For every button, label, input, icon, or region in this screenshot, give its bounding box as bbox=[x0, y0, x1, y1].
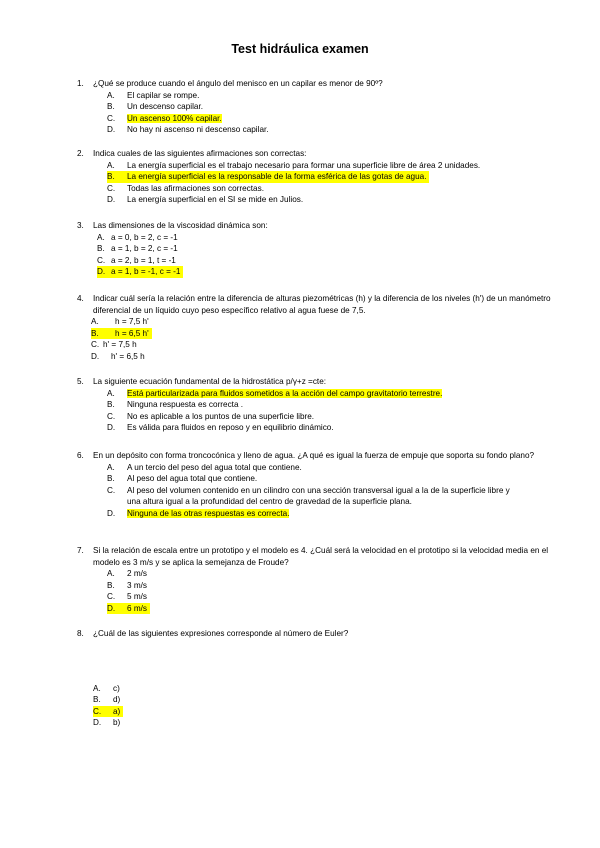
option-text-highlighted: Está particularizada para fluidos sometidos a la acción del campo gravitatorio terrestre. bbox=[127, 388, 443, 398]
option-text: Todas las afirmaciones son correctas. bbox=[127, 183, 264, 193]
option-letter: A. bbox=[107, 160, 115, 170]
question-text: Las dimensiones de la viscosidad dinámica son: bbox=[93, 221, 268, 230]
option-text: 2 m/s bbox=[127, 569, 148, 578]
option-letter: D. bbox=[93, 718, 102, 727]
option-letter: C. bbox=[107, 411, 116, 421]
option-text-highlighted: a) bbox=[113, 706, 121, 716]
option-text-highlighted: a = 1, b = -1, c = -1 bbox=[111, 267, 181, 276]
option-c bbox=[97, 255, 557, 267]
option-d bbox=[107, 508, 557, 520]
option-a bbox=[91, 316, 557, 328]
option-text: a = 0, b = 2, c = -1 bbox=[111, 232, 178, 242]
option-text-highlighted: Ninguna de las otras respuestas es correcta. bbox=[127, 508, 290, 518]
option-highlight bbox=[97, 266, 183, 278]
option-b bbox=[97, 243, 557, 255]
question-number: 5. bbox=[77, 377, 84, 386]
option-letter: C. bbox=[97, 255, 106, 265]
question-number: 1. bbox=[77, 79, 84, 88]
question-text: Indica cuales de las siguientes afirmaciones son correctas: bbox=[93, 149, 307, 158]
option-c bbox=[107, 591, 557, 603]
option-b bbox=[107, 580, 557, 592]
question-number: 2. bbox=[77, 149, 84, 158]
page-title: Test hidráulica examen bbox=[231, 42, 369, 56]
option-letter: C. bbox=[107, 592, 116, 601]
option-text: a = 1, b = 2, c = -1 bbox=[111, 244, 178, 253]
option-letter: B. bbox=[107, 102, 115, 111]
option-a bbox=[107, 90, 557, 102]
option-text: 3 m/s bbox=[127, 580, 148, 590]
option-highlight bbox=[93, 706, 123, 718]
option-c bbox=[107, 411, 557, 423]
option-letter: D. bbox=[107, 125, 116, 134]
option-letter: C. bbox=[107, 485, 116, 495]
option-letter: B. bbox=[107, 172, 115, 181]
option-letter: A. bbox=[91, 317, 99, 326]
option-b bbox=[91, 328, 557, 340]
option-letter: B. bbox=[91, 328, 99, 338]
option-text: Ninguna respuesta es correcta . bbox=[127, 400, 244, 409]
option-letter: A. bbox=[107, 90, 115, 100]
option-text-highlighted: h = 6,5 h' bbox=[115, 328, 149, 338]
question-number: 8. bbox=[77, 629, 84, 638]
question-3 bbox=[77, 220, 557, 278]
option-d bbox=[107, 603, 557, 615]
option-d bbox=[107, 422, 557, 434]
option-text: c) bbox=[113, 683, 120, 693]
option-a bbox=[107, 160, 557, 172]
option-letter: D. bbox=[107, 603, 116, 613]
option-a bbox=[107, 388, 557, 400]
option-letter: C. bbox=[91, 340, 100, 349]
option-letter: A. bbox=[107, 388, 115, 398]
option-b bbox=[107, 171, 557, 183]
question-text: Si la relación de escala entre un prototipo y el modelo es 4. ¿Cuál será la velocidad en el prototipo si la velocidad media en el modelo es 3 m/s y se aplica la semejanza de Froude? bbox=[93, 546, 549, 567]
question-text: ¿Qué se produce cuando el ángulo del menisco en un capilar es menor de 90º? bbox=[93, 79, 383, 88]
option-text: Al peso del agua total que contiene. bbox=[127, 474, 258, 483]
question-1 bbox=[77, 78, 557, 136]
option-b bbox=[107, 399, 557, 411]
option-text: No es aplicable a los puntos de una superficie libre. bbox=[127, 411, 315, 421]
option-text: Al peso del volumen contenido en un cilindro con una sección transversal igual a la de la superficie libre y una altura igual a la profundidad del centro de gravedad de la superficie plana. bbox=[127, 485, 510, 506]
option-a bbox=[107, 568, 557, 580]
option-letter: A. bbox=[107, 462, 115, 472]
option-letter: B. bbox=[97, 244, 105, 253]
option-d bbox=[91, 351, 557, 363]
option-letter: C. bbox=[107, 183, 116, 193]
option-text: h' = 7,5 h bbox=[103, 340, 137, 349]
option-a bbox=[107, 462, 557, 474]
option-text: b) bbox=[113, 718, 121, 727]
option-highlight bbox=[107, 603, 150, 615]
option-text: El capilar se rompe. bbox=[127, 90, 200, 100]
option-b bbox=[93, 694, 557, 706]
option-letter: D. bbox=[107, 423, 116, 432]
option-letter: B. bbox=[93, 695, 101, 704]
option-letter: B. bbox=[107, 474, 115, 483]
option-letter: A. bbox=[107, 569, 115, 578]
option-text-highlighted: La energía superficial es la responsable de la forma esférica de las gotas de agua. bbox=[127, 172, 427, 181]
question-6 bbox=[77, 450, 557, 519]
option-text: h = 7,5 h' bbox=[115, 317, 149, 326]
option-letter: C. bbox=[93, 706, 102, 716]
option-text: La energía superficial es el trabajo necesario para formar una superficie libre de área 2 unidades. bbox=[127, 160, 481, 170]
option-text: Un descenso capilar. bbox=[127, 102, 204, 111]
option-a bbox=[97, 232, 557, 244]
question-2 bbox=[77, 148, 557, 206]
question-4 bbox=[77, 293, 557, 362]
option-text: A un tercio del peso del agua total que contiene. bbox=[127, 462, 302, 472]
question-text: La siguiente ecuación fundamental de la hidrostática p/γ+z =cte: bbox=[93, 377, 327, 386]
question-8 bbox=[77, 628, 557, 729]
option-text: No hay ni ascenso ni descenso capilar. bbox=[127, 125, 269, 134]
option-d bbox=[107, 194, 557, 206]
option-d bbox=[97, 266, 557, 278]
option-text: Es válida para fluidos en reposo y en equilibrio dinámico. bbox=[127, 423, 334, 432]
option-letter: D. bbox=[107, 508, 116, 518]
option-letter: D. bbox=[91, 351, 100, 361]
option-a bbox=[93, 683, 557, 695]
option-highlight bbox=[107, 171, 429, 183]
option-c bbox=[91, 339, 557, 351]
option-b bbox=[107, 101, 557, 113]
option-text: La energía superficial en el SI se mide en Julios. bbox=[127, 195, 304, 204]
option-text: h' = 6,5 h bbox=[111, 351, 145, 361]
question-7 bbox=[77, 545, 557, 614]
option-letter: B. bbox=[107, 400, 115, 409]
option-highlight bbox=[91, 328, 152, 340]
option-b bbox=[107, 473, 557, 485]
question-number: 4. bbox=[77, 294, 84, 303]
option-text: a = 2, b = 1, t = -1 bbox=[111, 255, 176, 265]
option-c bbox=[107, 113, 557, 125]
question-text: ¿Cuál de las siguientes expresiones corresponde al número de Euler? bbox=[93, 629, 349, 638]
question-number: 7. bbox=[77, 546, 84, 555]
question-text: Indicar cuál sería la relación entre la diferencia de alturas piezométricas (h) y la diferencia de los niveles (h') de un manómetro diferencial de un líquido cuyo peso específico relativo al agua fuese de 7,5. bbox=[93, 294, 551, 315]
option-letter: C. bbox=[107, 113, 116, 123]
option-letter: A. bbox=[97, 232, 105, 242]
option-c bbox=[93, 706, 557, 718]
option-c bbox=[107, 183, 557, 195]
option-letter: D. bbox=[97, 267, 106, 276]
option-text-highlighted: 6 m/s bbox=[127, 603, 148, 613]
option-c bbox=[107, 485, 557, 508]
option-text-highlighted: Un ascenso 100% capilar. bbox=[127, 113, 222, 123]
option-text: d) bbox=[113, 695, 121, 704]
option-letter: B. bbox=[107, 580, 115, 590]
option-letter: D. bbox=[107, 195, 116, 204]
option-text: 5 m/s bbox=[127, 592, 148, 601]
option-letter: A. bbox=[93, 683, 101, 693]
question-number: 3. bbox=[77, 221, 84, 230]
option-d bbox=[93, 717, 557, 729]
question-5 bbox=[77, 376, 557, 434]
question-text: En un depósito con forma troncocónica y lleno de agua. ¿A qué es igual la fuerza de empuje que soporta su fondo plano? bbox=[93, 451, 535, 460]
question-number: 6. bbox=[77, 451, 84, 460]
option-d bbox=[107, 124, 557, 136]
